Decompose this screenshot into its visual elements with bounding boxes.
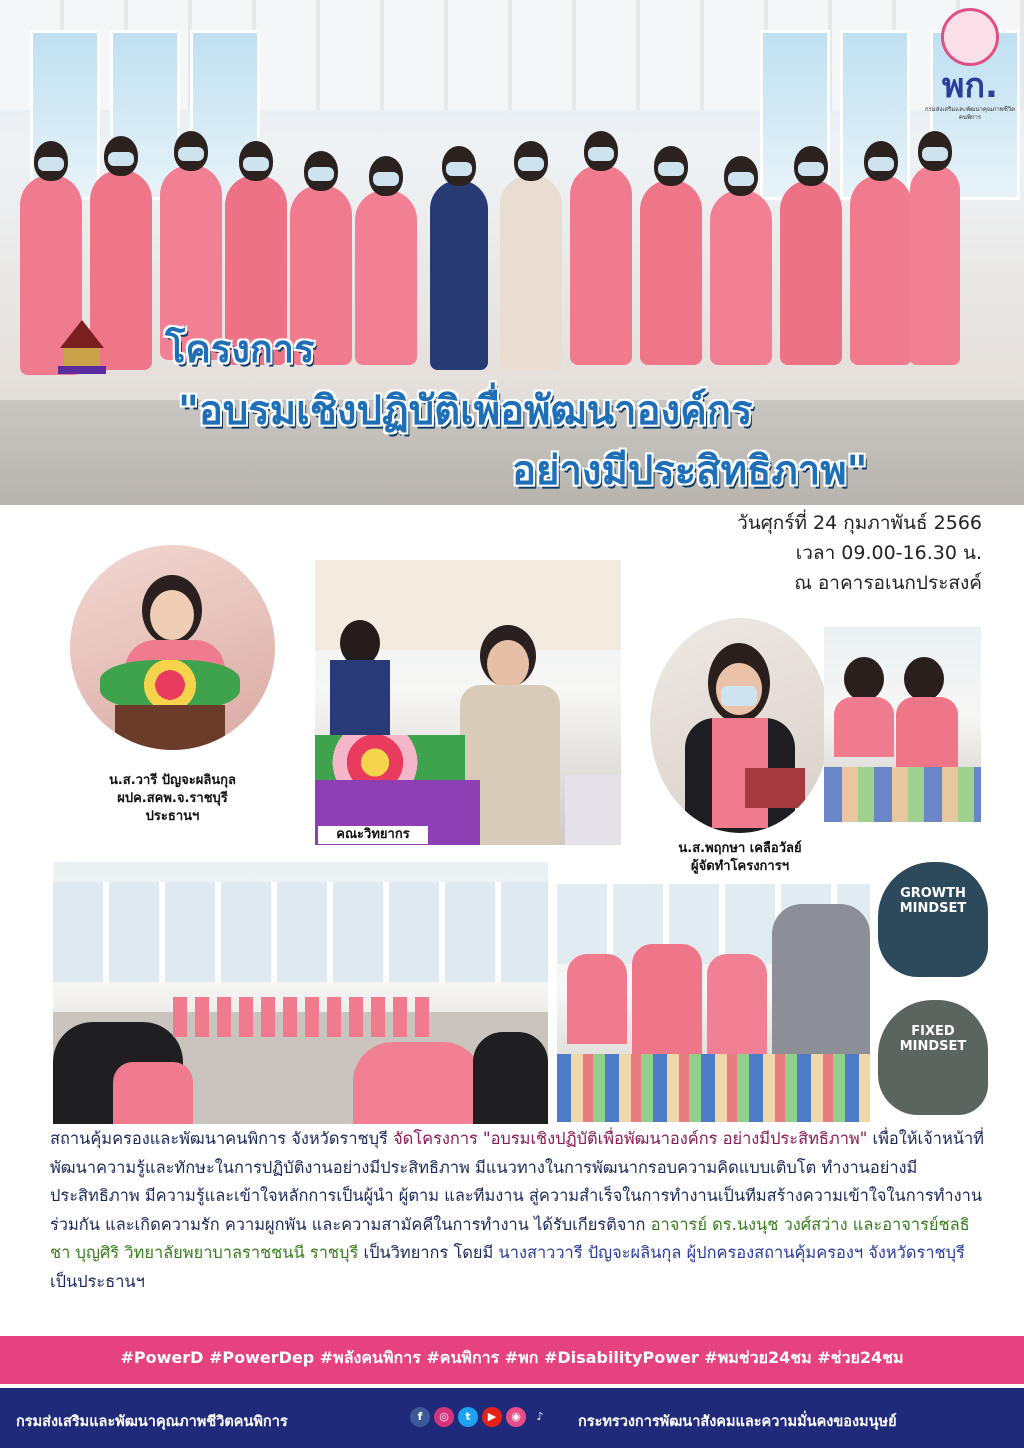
person xyxy=(850,175,912,365)
chair-caption xyxy=(70,772,275,826)
org-abbreviation: พก. xyxy=(942,66,998,106)
para-org: สถานคุ้มครองและพัฒนาคนพิการ จังหวัดราชบุรี xyxy=(50,1129,394,1148)
photo-card-activity xyxy=(824,627,981,822)
para-role: เป็นวิทยากร โดยมี xyxy=(358,1243,499,1262)
hashtags: #PowerD #PowerDep #พลังคนพิการ #คนพิการ #พก #DisabilityPower #พมช่วย24ชม #ช่วย24ชม xyxy=(120,1348,904,1367)
instagram-icon[interactable]: ◎ xyxy=(434,1407,454,1427)
tiktok-icon[interactable]: ♪ xyxy=(530,1407,550,1427)
photo-speakers xyxy=(315,560,621,845)
youtube-icon[interactable]: ▶ xyxy=(482,1407,502,1427)
para-purpose: เพื่อให้เจ้าหน้าที่พัฒนาความรู้และทักษะในการปฏิบัติงานอย่างมีประสิทธิภาพ มีแนวทางในการพัฒนากรอบความคิดแบบเติบโต ทำงานอย่างมีประสิทธิภาพ มีความรู้และเข้าใจหลักการเป็นผู้นำ ผู้ตาม และทีมงาน สู่ความสำเร็จในการทำงานเป็นทีมสร้างความเข้าใจในการทำงานร่วมกัน และเกิดความรัก ความผูกพัน และความสามัคคีในการทำงาน ได้รับเกียรติจาก xyxy=(50,1129,984,1234)
person xyxy=(910,165,960,365)
para-end: เป็นประธานฯ xyxy=(50,1271,145,1291)
person-beige-jacket xyxy=(500,175,562,370)
event-time: เวลา 09.00-16.30 น. xyxy=(795,542,982,564)
speakers-caption: คณะวิทยากร xyxy=(318,826,428,844)
event-place: ณ อาคารอเนกประสงค์ xyxy=(794,572,982,594)
photo-chairperson xyxy=(70,545,275,750)
organizer-role: ผู้จัดทำโครงการฯ xyxy=(690,859,789,874)
dep-logo xyxy=(922,8,1018,120)
seal-icon xyxy=(941,8,999,66)
person xyxy=(570,165,632,365)
project-label: โครงการ xyxy=(165,327,315,371)
growth-mindset-poster xyxy=(878,862,988,977)
event-info xyxy=(737,508,982,598)
event-date: วันศุกร์ที่ 24 กุมภาพันธ์ 2566 xyxy=(737,512,982,534)
twitter-icon[interactable]: t xyxy=(458,1407,478,1427)
description-paragraph xyxy=(50,1125,985,1296)
photo-group-activity xyxy=(53,862,548,1124)
chair-title: ผปค.สคพ.จ.ราชบุรี xyxy=(117,791,228,806)
project-title-line2: อย่างมีประสิทธิภาพ" xyxy=(512,448,868,494)
para-project: จัดโครงการ "อบรมเชิงปฏิบัติเพื่อพัฒนาองค์กร อย่างมีประสิทธิภาพ" xyxy=(393,1129,868,1148)
footer-ministry: กระทรวงการพัฒนาสังคมและความมั่นคงของมนุษย์ xyxy=(578,1414,897,1430)
hero-photo xyxy=(0,0,1024,505)
photo-organizer xyxy=(650,618,830,833)
fixed-mindset-poster xyxy=(878,1000,988,1115)
social-icons xyxy=(410,1407,570,1429)
fixed-mindset-title: FIXED MINDSET xyxy=(899,1024,967,1054)
para-speakers: อาจารย์ ดร.นงนุช วงศ์สว่าง และอาจารย์ชลธิชา บุญศิริ วิทยาลัยพยาบาลราชชนนี ราชบุรี xyxy=(50,1214,970,1262)
footer-department: กรมส่งเสริมและพัฒนาคุณภาพชีวิตคนพิการ xyxy=(16,1414,288,1430)
chair-role: ประธานฯ xyxy=(145,809,200,824)
growth-mindset-title: GROWTH MINDSET xyxy=(899,886,967,916)
person xyxy=(355,190,417,365)
ratchaburi-center-logo xyxy=(52,318,112,378)
org-subtitle: กรมส่งเสริมและพัฒนาคุณภาพชีวิตคนพิการ xyxy=(924,106,1016,121)
chair-name: น.ส.วารี ปัญจะผลินกุล xyxy=(108,773,237,788)
para-chair: นางสาววารี ปัญจะผลินกุล ผู้ปกครองสถานคุ้มครองฯ จังหวัดราชบุรี xyxy=(498,1243,965,1262)
project-title-line1: "อบรมเชิงปฏิบัติเพื่อพัฒนาองค์กร xyxy=(178,388,753,434)
organizer-caption xyxy=(640,840,840,876)
person xyxy=(640,180,702,365)
organizer-name: น.ส.พฤกษา เคลือวัลย์ xyxy=(678,841,802,856)
photo-card-table xyxy=(557,884,870,1122)
person-dark-jacket xyxy=(430,180,488,370)
person xyxy=(780,180,842,365)
dribbble-icon[interactable]: ◉ xyxy=(506,1407,526,1427)
group-of-participants xyxy=(20,135,960,405)
facebook-icon[interactable]: f xyxy=(410,1407,430,1427)
person xyxy=(710,190,772,365)
